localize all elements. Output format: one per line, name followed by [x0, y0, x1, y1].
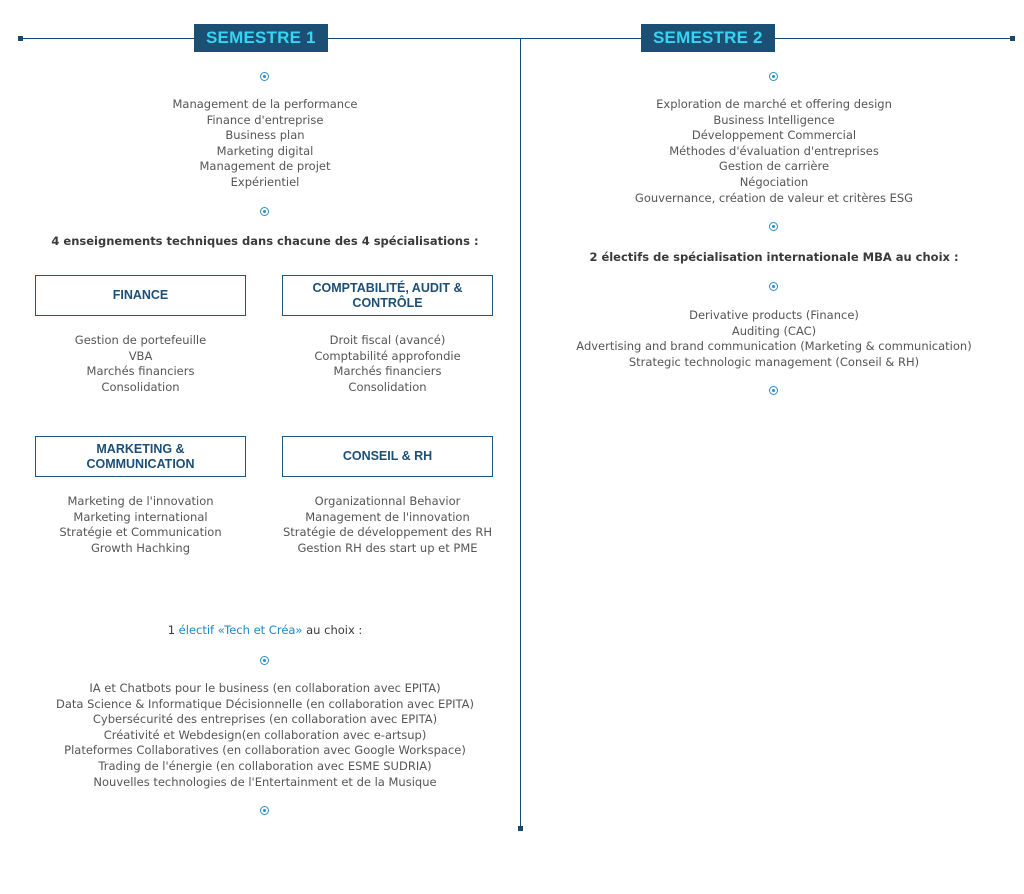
list-item: Data Science & Informatique Décisionnelle (en collaboration avec EPITA) [55, 696, 475, 711]
bullet-dot-icon [260, 656, 269, 665]
list-item: Business plan [225, 128, 305, 143]
list-item: Méthodes d'évaluation d'entreprises [669, 143, 879, 158]
list-item: Consolidation [101, 379, 180, 394]
specialisation-finance-box: FINANCE [35, 275, 246, 316]
finance-courses [35, 333, 246, 395]
list-item: Droit fiscal (avancé) [329, 333, 446, 347]
list-item: Strategic technologic management (Conseil & RH) [628, 354, 920, 369]
list-item: Expérientiel [230, 174, 300, 189]
list-item: Growth Hachking [90, 540, 191, 555]
list-item: Développement Commercial [691, 128, 857, 143]
list-item: Auditing (CAC) [731, 323, 817, 338]
timeline-end-left [18, 36, 23, 41]
list-item: Management de l'innovation [305, 509, 470, 524]
specialisation-audit-box: COMPTABILITÉ, AUDIT & CONTRÔLE [282, 275, 493, 316]
list-item: VBA [128, 348, 153, 363]
list-item: Business Intelligence [713, 112, 835, 127]
list-item: Organizationnal Behavior [314, 494, 461, 508]
elective-highlight: électif «Tech et Créa» [178, 623, 303, 637]
s1-elective-courses [40, 681, 490, 790]
semester-2-title: SEMESTRE 2 [641, 24, 775, 52]
list-item: Exploration de marché et offering design [656, 97, 892, 111]
list-item: Gestion de portefeuille [74, 333, 207, 347]
list-item: Nouvelles technologies de l'Entertainment et de la Musique [93, 774, 437, 789]
list-item: Marketing international [73, 509, 208, 524]
list-item: Finance d'entreprise [206, 112, 324, 127]
list-item: Management de la performance [172, 97, 358, 111]
list-item: Marchés financiers [333, 364, 442, 379]
bullet-dot-icon [260, 207, 269, 216]
list-item: Stratégie de développement des RH [283, 525, 492, 540]
marketing-courses [35, 494, 246, 556]
bullet-dot-icon [769, 386, 778, 395]
conseil-courses [282, 494, 493, 556]
timeline-end-right [1010, 36, 1015, 41]
s1-core-courses [115, 97, 415, 191]
s2-core-courses [579, 97, 969, 206]
specialisation-marketing-box: MARKETING & COMMUNICATION [35, 436, 246, 477]
bullet-dot-icon [769, 222, 778, 231]
list-item: Gouvernance, création de valeur et critères ESG [634, 190, 914, 205]
bullet-dot-icon [769, 72, 778, 81]
list-item: Négociation [739, 174, 809, 189]
semester-1-title: SEMESTRE 1 [194, 24, 328, 52]
list-item: Derivative products (Finance) [689, 308, 859, 322]
bullet-dot-icon [260, 72, 269, 81]
list-item: Stratégie et Communication [59, 525, 222, 540]
s1-elective-heading: 1 électif «Tech et Créa» au choix : [167, 623, 363, 637]
s1-specialisations-heading: 4 enseignements techniques dans chacune des 4 spécialisations : [51, 234, 479, 248]
list-item: Advertising and brand communication (Marketing & communication) [576, 339, 972, 354]
s2-electives-heading: 2 électifs de spécialisation internationale MBA au choix : [589, 250, 959, 264]
list-item: Cybersécurité des entreprises (en collaboration avec EPITA) [92, 712, 438, 727]
list-item: Marchés financiers [86, 364, 195, 379]
list-item: Créativité et Webdesign(en collaboration avec e-artsup) [103, 727, 427, 742]
list-item: Marketing digital [216, 143, 314, 158]
bullet-dot-icon [260, 806, 269, 815]
bullet-dot-icon [769, 282, 778, 291]
list-item: Trading de l'énergie (en collaboration avec ESME SUDRIA) [98, 758, 432, 773]
audit-courses [282, 333, 493, 395]
list-item: Comptabilité approfondie [314, 348, 461, 363]
s2-elective-courses [559, 308, 989, 370]
specialisation-conseil-box: CONSEIL & RH [282, 436, 493, 477]
timeline-divider [520, 38, 521, 828]
list-item: Marketing de l'innovation [67, 494, 214, 508]
list-item: Gestion RH des start up et PME [297, 540, 478, 555]
list-item: Gestion de carrière [718, 159, 830, 174]
timeline-end-bottom [518, 826, 523, 831]
list-item: Plateformes Collaboratives (en collaboration avec Google Workspace) [64, 743, 466, 758]
list-item: Consolidation [348, 379, 427, 394]
list-item: IA et Chatbots pour le business (en collaboration avec EPITA) [89, 681, 441, 695]
list-item: Management de projet [199, 159, 331, 174]
